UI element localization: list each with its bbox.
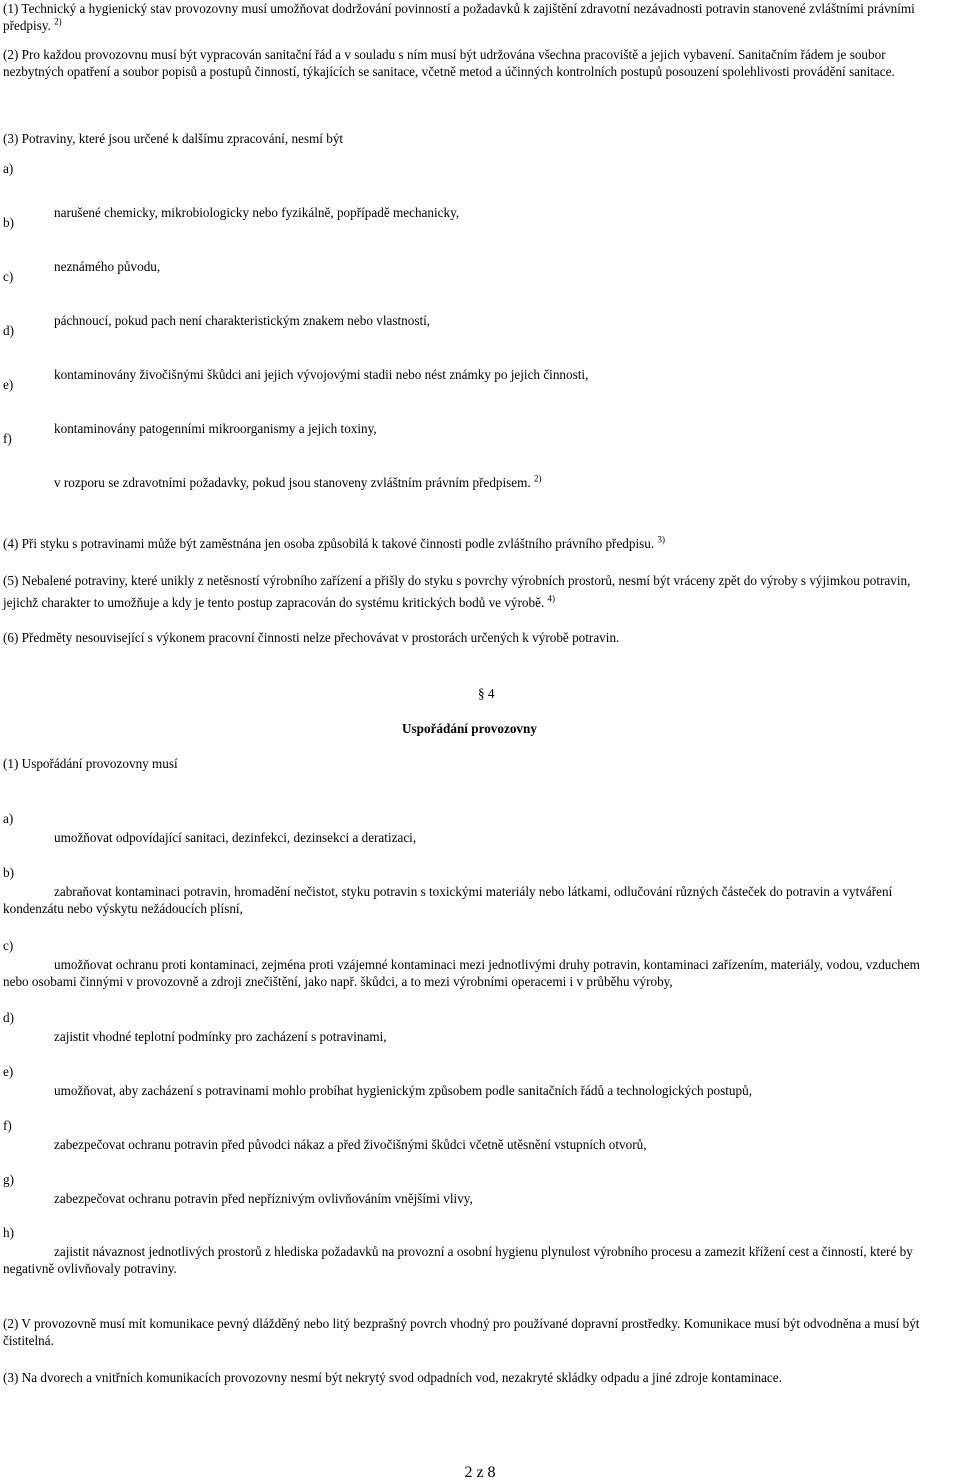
list-item-text: zabezpečovat ochranu potravin před původci nákaz a před živočišnými škůdci včetně utěsnění vstupních otvorů, <box>54 1137 647 1152</box>
list-item-label: b) <box>3 215 14 230</box>
paragraph-6: (6) Předměty nesouvisející s výkonem pracovní činnosti nelze přechovávat v prostorách určených k výrobě potravin. <box>3 630 620 645</box>
list-item-text: zajistit návaznost jednotlivých prostorů z hlediska požadavků na provozní a osobní hygienu plynulost výrobního procesu a zamezit křížení cest a činností, které by negativně ovlivňovaly potraviny. <box>3 1244 913 1276</box>
footnote-ref: 2) <box>54 16 62 27</box>
list-item-label: e) <box>3 377 14 392</box>
list-item-text: páchnoucí, pokud pach není charakteristickým znakem nebo vlastností, <box>54 313 431 328</box>
list-item-text: umožňovat ochranu proti kontaminaci, zejména proti vzájemné kontaminaci mezi jednotlivými druhy potravin, kontaminaci zařízením, materiály, vodou, vzduchem nebo osobami činnými v provozovně a zdroji znečištění, jako např. škůdci, a to mezi výrobními operacemi i v průběhu výroby, <box>3 957 920 989</box>
section-title: Uspořádání provozovny <box>402 721 537 736</box>
list-item-text: umožňovat, aby zacházení s potravinami mohlo probíhat hygienickým způsobem podle sanitačních řádů a technologických postupů, <box>54 1083 753 1098</box>
page-number: 2 z 8 <box>464 1464 496 1481</box>
section-paragraph-1: (1) Uspořádání provozovny musí <box>3 756 178 771</box>
list-item-label: f) <box>3 1118 12 1133</box>
paragraph-1-text: (1) Technický a hygienický stav provozovny musí umožňovat dodržování povinností a požadavků k zajištění zdravotní nezávadnosti potravin stanovené zvláštními právními předpisy. <box>3 1 915 33</box>
list-item-text: zabraňovat kontaminaci potravin, hromadění nečistot, styku potravin s toxickými materiály nebo látkami, odlučování různých částeček do potravin a vytváření kondenzátu nebo výskytu nežádoucích plísní, <box>3 884 893 916</box>
paragraph-4 <box>3 535 943 552</box>
section-paragraph-3: (3) Na dvorech a vnitřních komunikacích provozovny nesmí být nekrytý svod odpadních vod, nezakryté skládky odpadu a jiné zdroje kontaminace. <box>3 1370 782 1385</box>
list-item-text: neznámého původu, <box>54 259 161 274</box>
list-item-label: d) <box>3 1010 14 1025</box>
list-item-text: umožňovat odpovídající sanitaci, dezinfekci, dezinsekci a deratizaci, <box>54 830 417 845</box>
paragraph-2: (2) Pro každou provozovnu musí být vypracován sanitační řád a v souladu s ním musí být udržována všechna pracoviště a jejich vybavení. Sanitačním řádem je soubor nezbytných opatření a soubor popisů a postupů činností, týkajících se sanitace, včetně metod a účinných kontrolních postupů posouzení spolehlivosti provádění sanitace. <box>3 47 895 79</box>
footnote-ref: 4) <box>547 593 556 604</box>
paragraph-4-text: (4) Při styku s potravinami může být zaměstnána jen osoba způsobilá k takové činnosti podle zvláštního právního předpisu. <box>3 536 655 551</box>
list-item-label: c) <box>3 269 14 284</box>
list-item-label: b) <box>3 865 14 880</box>
list-item-text: kontaminovány živočišnými škůdci ani jejich vývojovými stadii nebo nést známky po jejich činnosti, <box>54 367 589 382</box>
paragraph-1 <box>3 0 943 34</box>
list-item-text: narušené chemicky, mikrobiologicky nebo fyzikálně, popřípadě mechanicky, <box>54 205 460 220</box>
list-item-label: d) <box>3 323 14 338</box>
list-item-text: zajistit vhodné teplotní podmínky pro zacházení s potravinami, <box>54 1029 387 1044</box>
paragraph-5-text: (5) Nebalené potraviny, které unikly z netěsností výrobního zařízení a přišly do styku s povrchy výrobních prostorů, nesmí být vráceny zpět do výroby s výjimkou potravin, jejichž charakter to umožňuje a kdy je tento postup zapracován do systému kritických bodů ve výrobě. <box>3 573 911 610</box>
list-item-label: a) <box>3 811 14 826</box>
list-item-text: kontaminovány patogenními mikroorganismy a jejich toxiny, <box>54 421 377 436</box>
list-item-label: h) <box>3 1225 14 1240</box>
list-item-label: e) <box>3 1064 14 1079</box>
list-item-label: f) <box>3 431 12 446</box>
list-item-body: v rozporu se zdravotními požadavky, pokud jsou stanoveny zvláštním právním předpisem. <box>54 475 531 490</box>
list-item-text: zabezpečovat ochranu potravin před nepříznivým ovlivňováním vnějšími vlivy, <box>54 1191 473 1206</box>
paragraph-3: (3) Potraviny, které jsou určené k dalšímu zpracování, nesmí být <box>3 131 344 146</box>
footnote-ref: 2) <box>534 473 542 484</box>
section-number: § 4 <box>478 686 495 701</box>
section-paragraph-2: (2) V provozovně musí mít komunikace pevný dlážděný nebo litý bezprašný povrch vhodný pro používané dopravní prostředky. Komunikace musí být odvodněna a musí být čistitelná. <box>3 1316 920 1348</box>
footnote-ref: 3) <box>657 534 665 545</box>
paragraph-5 <box>3 570 943 614</box>
list-item-label: a) <box>3 161 14 176</box>
list-item-label: c) <box>3 938 14 953</box>
list-item-label: g) <box>3 1172 14 1187</box>
list-item-text <box>54 474 944 491</box>
